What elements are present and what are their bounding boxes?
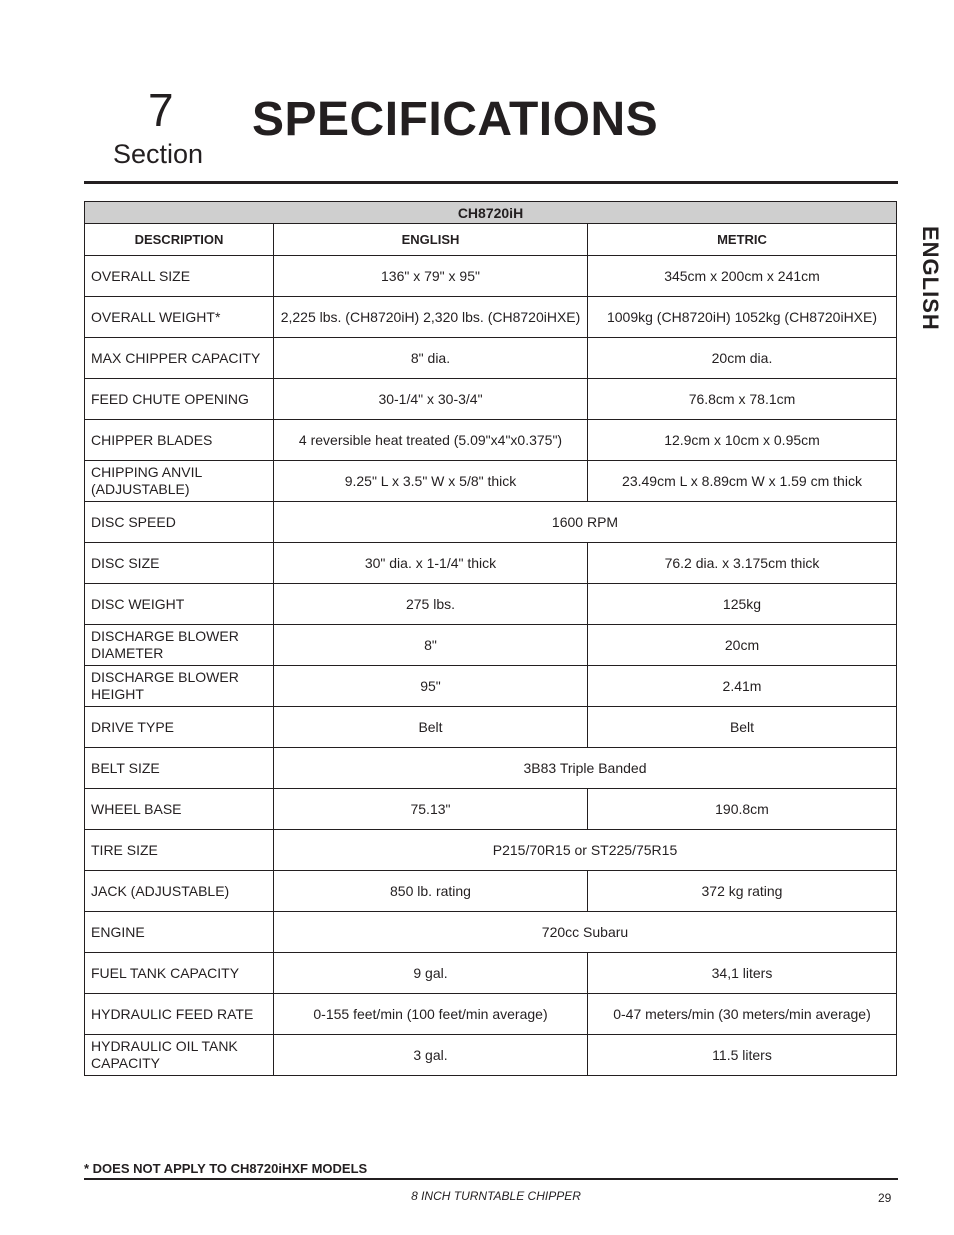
- spec-value-english: Belt: [274, 707, 588, 748]
- spec-value-metric: 125kg: [588, 584, 897, 625]
- language-side-label: ENGLISH: [918, 226, 943, 331]
- spec-value-english: 275 lbs.: [274, 584, 588, 625]
- table-row: [85, 748, 897, 789]
- spec-value-metric: 12.9cm x 10cm x 0.95cm: [588, 420, 897, 461]
- spec-value-metric: 76.8cm x 78.1cm: [588, 379, 897, 420]
- table-row: [85, 584, 897, 625]
- spec-value-english: 2,225 lbs. (CH8720iH) 2,320 lbs. (CH8720iHXE): [274, 297, 588, 338]
- spec-description: ENGINE: [85, 912, 274, 953]
- footnote: * DOES NOT APPLY TO CH8720iHXF MODELS: [84, 1161, 368, 1176]
- spec-value-english: 850 lb. rating: [274, 871, 588, 912]
- spec-description: DISC SIZE: [85, 543, 274, 584]
- spec-value-english: 75.13": [274, 789, 588, 830]
- spec-description: DRIVE TYPE: [85, 707, 274, 748]
- section-number: 7: [148, 84, 174, 136]
- header-description: DESCRIPTION: [85, 224, 274, 256]
- page-number: 29: [878, 1191, 892, 1205]
- spec-description: FUEL TANK CAPACITY: [85, 953, 274, 994]
- header-rule: [84, 181, 898, 184]
- footer-title: 8 INCH TURNTABLE CHIPPER: [411, 1189, 581, 1203]
- spec-value-english: 30" dia. x 1-1/4" thick: [274, 543, 588, 584]
- table-row: [85, 338, 897, 379]
- table-header-row: [85, 224, 897, 256]
- spec-description: DISCHARGE BLOWER HEIGHT: [85, 666, 274, 707]
- spec-value-english: 3 gal.: [274, 1035, 588, 1076]
- spec-description: OVERALL SIZE: [85, 256, 274, 297]
- spec-description: JACK (ADJUSTABLE): [85, 871, 274, 912]
- spec-description: DISC SPEED: [85, 502, 274, 543]
- header-english: ENGLISH: [274, 224, 588, 256]
- spec-value-english: 9.25" L x 3.5" W x 5/8" thick: [274, 461, 588, 502]
- table-row: [85, 912, 897, 953]
- footer-rule: [84, 1178, 898, 1180]
- table-row: [85, 502, 897, 543]
- spec-value-combined: P215/70R15 or ST225/75R15: [274, 830, 897, 871]
- spec-description: CHIPPER BLADES: [85, 420, 274, 461]
- spec-description: WHEEL BASE: [85, 789, 274, 830]
- spec-value-metric: 0-47 meters/min (30 meters/min average): [588, 994, 897, 1035]
- spec-value-metric: 345cm x 200cm x 241cm: [588, 256, 897, 297]
- spec-value-english: 8": [274, 625, 588, 666]
- spec-value-metric: 372 kg rating: [588, 871, 897, 912]
- table-row: [85, 379, 897, 420]
- spec-value-english: 136" x 79" x 95": [274, 256, 588, 297]
- spec-value-english: 0-155 feet/min (100 feet/min average): [274, 994, 588, 1035]
- spec-description: DISCHARGE BLOWER DIAMETER: [85, 625, 274, 666]
- spec-description: TIRE SIZE: [85, 830, 274, 871]
- spec-value-combined: 1600 RPM: [274, 502, 897, 543]
- table-row: [85, 1035, 897, 1076]
- spec-value-english: 9 gal.: [274, 953, 588, 994]
- table-row: [85, 297, 897, 338]
- spec-value-metric: 76.2 dia. x 3.175cm thick: [588, 543, 897, 584]
- table-row: [85, 994, 897, 1035]
- table-row: [85, 420, 897, 461]
- spec-description: OVERALL WEIGHT*: [85, 297, 274, 338]
- specifications-table: [84, 201, 897, 1076]
- spec-value-metric: 23.49cm L x 8.89cm W x 1.59 cm thick: [588, 461, 897, 502]
- spec-value-combined: 720cc Subaru: [274, 912, 897, 953]
- table-row: [85, 461, 897, 502]
- spec-value-english: 95": [274, 666, 588, 707]
- table-row: [85, 543, 897, 584]
- spec-value-metric: 2.41m: [588, 666, 897, 707]
- spec-value-metric: 190.8cm: [588, 789, 897, 830]
- spec-value-combined: 3B83 Triple Banded: [274, 748, 897, 789]
- spec-description: HYDRAULIC OIL TANK CAPACITY: [85, 1035, 274, 1076]
- spec-value-metric: 34,1 liters: [588, 953, 897, 994]
- section-label: Section: [113, 139, 204, 169]
- table-row: [85, 707, 897, 748]
- spec-value-english: 4 reversible heat treated (5.09"x4"x0.375"): [274, 420, 588, 461]
- table-row: [85, 953, 897, 994]
- spec-value-metric: 11.5 liters: [588, 1035, 897, 1076]
- spec-value-english: 30-1/4" x 30-3/4": [274, 379, 588, 420]
- spec-value-metric: 1009kg (CH8720iH) 1052kg (CH8720iHXE): [588, 297, 897, 338]
- table-model-row: [85, 202, 897, 224]
- model-name: CH8720iH: [85, 202, 897, 224]
- spec-value-metric: 20cm: [588, 625, 897, 666]
- table-row: [85, 666, 897, 707]
- spec-value-metric: Belt: [588, 707, 897, 748]
- table-row: [85, 625, 897, 666]
- spec-description: CHIPPING ANVIL (ADJUSTABLE): [85, 461, 274, 502]
- spec-description: MAX CHIPPER CAPACITY: [85, 338, 274, 379]
- spec-value-metric: 20cm dia.: [588, 338, 897, 379]
- spec-description: FEED CHUTE OPENING: [85, 379, 274, 420]
- table-row: [85, 789, 897, 830]
- table-row: [85, 830, 897, 871]
- table-row: [85, 256, 897, 297]
- spec-description: HYDRAULIC FEED RATE: [85, 994, 274, 1035]
- table-row: [85, 871, 897, 912]
- spec-description: BELT SIZE: [85, 748, 274, 789]
- spec-description: DISC WEIGHT: [85, 584, 274, 625]
- page-title: SPECIFICATIONS: [252, 93, 659, 146]
- spec-value-english: 8" dia.: [274, 338, 588, 379]
- header-metric: METRIC: [588, 224, 897, 256]
